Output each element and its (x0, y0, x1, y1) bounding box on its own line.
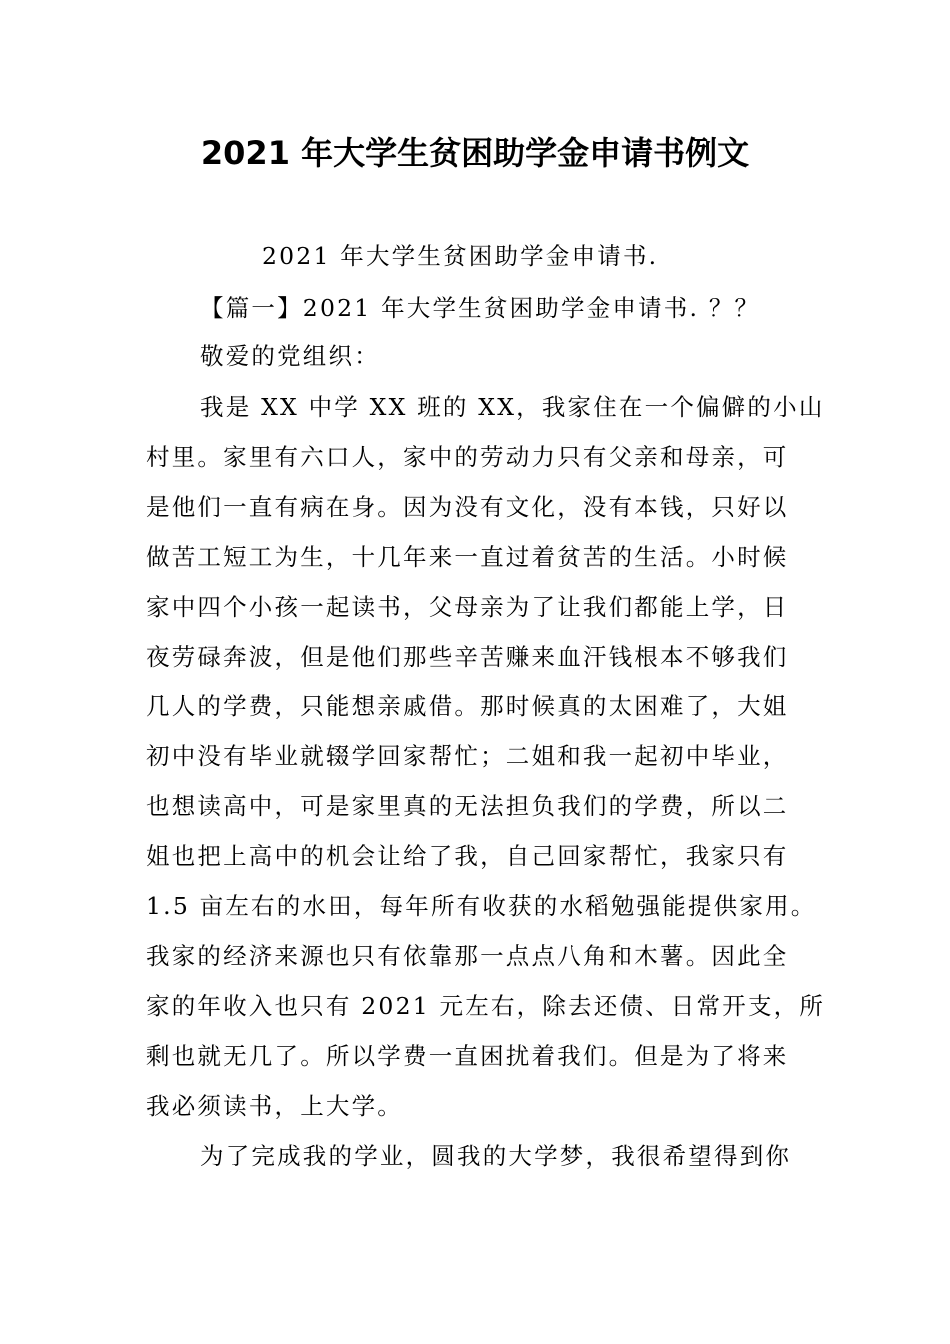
section-heading: 【篇一】2021 年大学生贫困助学金申请书. ？？ (200, 294, 761, 322)
paragraph-line: 1.5 亩左右的水田，每年所有收获的水稻勉强能提供家用。 (146, 892, 817, 920)
paragraph-line: 家中四个小孩一起读书，父母亲为了让我们都能上学，日 (146, 593, 789, 621)
paragraph-line: 我家的经济来源也只有依靠那一点点八角和木薯。因此全 (146, 942, 789, 970)
paragraph-line: 几人的学费，只能想亲戚借。那时候真的太困难了，大姐 (146, 692, 789, 720)
paragraph-line: 夜劳碌奔波，但是他们那些辛苦赚来血汗钱根本不够我们 (146, 643, 789, 671)
paragraph-line: 姐也把上高中的机会让给了我，自己回家帮忙，我家只有 (146, 842, 789, 870)
paragraph-line: 为了完成我的学业，圆我的大学梦，我很希望得到你 (200, 1142, 792, 1170)
paragraph-line: 初中没有毕业就辍学回家帮忙；二姐和我一起初中毕业， (146, 742, 789, 770)
paragraph-line: 我必须读书，上大学。 (146, 1092, 403, 1120)
paragraph-line: 村里。家里有六口人，家中的劳动力只有父亲和母亲，可 (146, 443, 789, 471)
paragraph-line: 剩也就无几了。所以学费一直困扰着我们。但是为了将来 (146, 1042, 789, 1070)
paragraph-line: 我是 XX 中学 XX 班的 XX，我家住在一个偏僻的小山 (200, 393, 825, 421)
paragraph-line: 做苦工短工为生，十几年来一直过着贫苦的生活。小时候 (146, 543, 789, 571)
salutation: 敬爱的党组织： (200, 342, 380, 370)
paragraph-line: 是他们一直有病在身。因为没有文化，没有本钱，只好以 (146, 493, 789, 521)
paragraph-line: 也想读高中，可是家里真的无法担负我们的学费，所以二 (146, 792, 789, 820)
paragraph-line: 家的年收入也只有 2021 元左右，除去还债、日常开支，所 (146, 992, 826, 1020)
subtitle-line: 2021 年大学生贫困助学金申请书. (262, 242, 659, 270)
document-title: 2021 年大学生贫困助学金申请书例文 (200, 134, 750, 172)
